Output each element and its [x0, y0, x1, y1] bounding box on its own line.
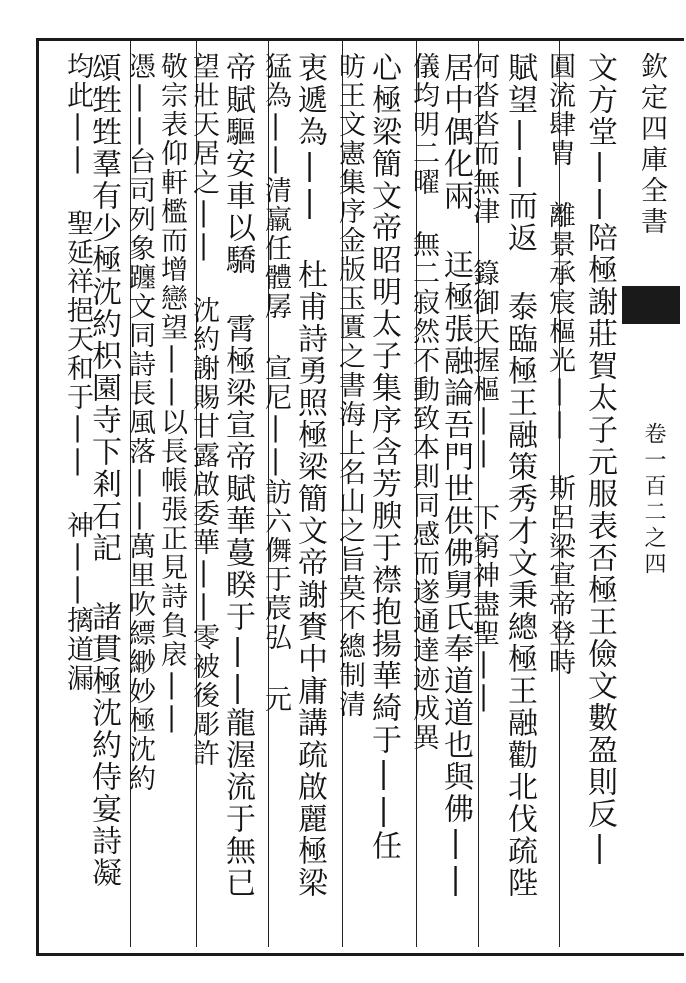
text-column: 帝賦驅安車以驕 霄極梁宣帝賦華蔓睽于||龍渥流于無已 — [220, 52, 255, 899]
book-title: 欽定四庫全書 — [636, 52, 667, 238]
text-column: 衷遞為|| 杜甫詩勇照極梁簡文帝謝賚中庸講疏啟麗極梁 — [292, 52, 327, 899]
text-column: 望壯天居之|| 沈約謝賜甘露啟委華||零被後彫許 — [188, 52, 219, 768]
text-column: 均此|| 聖延祥挹天和于|| 神||摛道漏 — [62, 52, 93, 693]
text-column: 猛為||清羸任體孱 宣尼||訪六儛于莀弘 元 — [260, 52, 291, 714]
text-column: 居中偶化兩 迋極張融論吾門世供佛舅氏奉道道也與佛|| — [438, 52, 473, 899]
text-column: 憑||台司列象躔文同詩長風落||萬里吹縹緲妙極沈約 — [124, 52, 155, 793]
volume-label: 卷一百二之四 — [641, 422, 666, 578]
text-column: 頌甡甡羣有少極沈約枳園寺下剎石記 諸貫極沈約侍宴詩凝 — [86, 52, 121, 889]
text-column: 圓流肆胄 離景承宸樞光|| 斯呂梁宣帝登時 — [544, 52, 575, 677]
text-column: 心極梁簡文帝昭明太子集序含芳腴于襟抱揚華綺于||任 — [366, 52, 401, 862]
fishtail-block — [622, 286, 680, 324]
margin-column — [620, 52, 680, 932]
text-column: 何沓沓而無津 籙御天握樞|| 下窮神盡聖|| — [468, 52, 499, 714]
text-column: 文方堂||陪極謝莊賀太子元服表否極王儉文數盈則反| — [582, 52, 617, 867]
text-column: 敬宗表仰軒檻而增戀望||以長帳張正見詩負扆|| — [156, 52, 187, 735]
text-column: 賦望||而返 泰臨極王融策秀才文秉總極王融勸北伐疏陛 — [502, 52, 537, 899]
text-column: 儀均明二曜 無二寂然不動致本則同感而遂通達迹成異 — [408, 52, 439, 752]
text-column: 昉王文憲集序金版玉匱之書海上名山之旨莫不總制清 — [334, 52, 365, 719]
